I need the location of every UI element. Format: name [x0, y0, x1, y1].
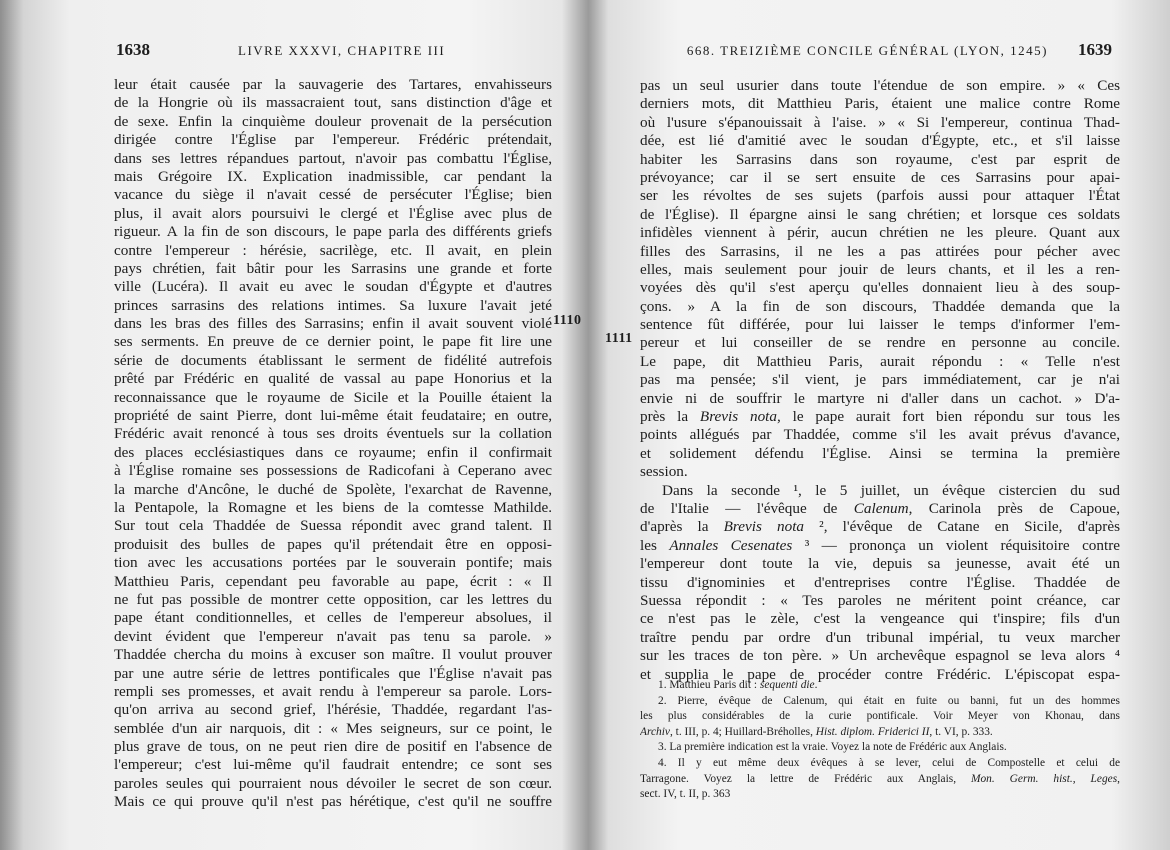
right-line: Dans la seconde ¹, le 5 juillet, un évêque cistercien du sud — [662, 481, 1120, 499]
right-line: elles, mais seulement pour jouir de leurs chants, et il les a ren- — [640, 260, 1120, 278]
left-margin-number: 1110 — [553, 313, 582, 328]
footnote-line: les plus considérables de la curie pontificale. Voir Meyer von Khonau, dans — [640, 710, 1120, 723]
right-line: et supplia le pape de procéder contre Frédéric. L'épiscopat espa- — [640, 665, 1120, 683]
right-line: Le pape, dit Matthieu Paris, aurait répondu : « Telle n'est — [640, 352, 1120, 370]
footnote-line: Tarragone. Voyez la lettre de Frédéric aux Anglais, Mon. Germ. hist., Leges, — [640, 772, 1120, 785]
right-line: ser les révoltes de ses sujets (parfois aussi pour attaquer l'État — [640, 187, 1120, 205]
left-line: plus, il avait alors poursuivi le clergé et l'Église avec plus de — [114, 204, 552, 222]
left-line: à l'Église romaine ses possessions de Radicofani à Ceperano avec — [114, 462, 552, 480]
right-line: sur les traces de ton père. » Un archevêque espagnol se leva alors ⁴ — [640, 647, 1120, 665]
left-line: l'empereur; c'est lui-même qu'il faudrait entendre; ce sont ses — [114, 756, 552, 774]
footnote-line: 1. Matthieu Paris dit : sequenti die. — [658, 679, 818, 691]
left-line: par une autre série de lettres pontificales que l'Église n'avait pas — [114, 664, 552, 682]
left-line: de sexe. Enfin la cinquième douleur provenait de la persécution — [114, 112, 552, 130]
right-line: Suessa répondit : « Tes paroles ne méritent point créance, car — [640, 591, 1120, 609]
right-margin-number: 1111 — [605, 331, 633, 346]
right-line: voyées dès qu'il s'est aperçu qu'elles donnaient lieu à des soup- — [640, 279, 1120, 297]
right-line: envie ni de souffrir le martyre ni d'aller dans un cachot. » D'a- — [640, 389, 1120, 407]
right-line: filles des Sarrasins, il ne les a pas attirées pour pécher avec — [640, 242, 1120, 260]
left-line: pays chrétien, fait bâtir pour les Sarrasins une grande et forte — [114, 259, 552, 277]
right-line: près la Brevis nota, le pape aurait fort bien répondu sur tous les — [640, 408, 1120, 426]
right-body-text — [640, 77, 1120, 684]
left-line: Matthieu Paris, cependant peu favorable au pape, écrit : « Il — [114, 572, 552, 590]
left-line: leur était causée par la sauvagerie des Tartares, envahisseurs — [114, 76, 552, 93]
right-line: d'après la Brevis nota ², l'évêque de Catane en Sicile, d'après — [640, 518, 1120, 536]
footnote-line: 3. La première indication est la vraie. Voyez la note de Frédéric aux Anglais. — [658, 741, 1007, 754]
left-line: devint évident que l'empereur n'avait pas tenu sa parole. » — [114, 627, 552, 645]
left-line: Frédéric avait renoncé à tous ses droits éventuels sur la collation — [114, 425, 552, 443]
right-line: traître pendu par ordre d'un tribunal impérial, tu veux marcher — [640, 628, 1120, 646]
left-line: ne fut pas possible de montrer cette opposition, car les lettres du — [114, 590, 552, 608]
left-line: produisit des bulles de papes qu'il prétendait être en opposi- — [114, 535, 552, 553]
right-line: où l'usure s'épanouissait à l'aise. » « Si l'empereur, continua Thad- — [640, 113, 1120, 131]
left-line: rigueur. A la fin de son discours, le pape parla des différents griefs — [114, 223, 552, 241]
right-line: ce n'est pas le zèle, c'est la vengeance qui t'inspire; fils d'un — [640, 610, 1120, 628]
right-running-head: 668. TREIZIÈME CONCILE GÉNÉRAL (LYON, 1245) — [686, 43, 1048, 58]
right-line: prévoyance; car il se sert ensuite de ces Sarrasins pour apai- — [640, 168, 1120, 186]
left-line: plus grave de tous, on ne peut rien dire de positif en l'absence de — [114, 738, 552, 756]
left-line: semblée d'un air narquois, dit : « Mes seigneurs, sur ce point, le — [114, 719, 552, 737]
left-line: contre l'empereur : hérésie, sacrilège, etc. Il avait, en plein — [114, 241, 552, 259]
right-line: tissu d'ignominies et d'entreprises contre l'Église. Thaddée de — [640, 573, 1120, 591]
left-line: qu'on arriva au second grief, l'hérésie, Thaddée, regardant l'as- — [114, 701, 552, 719]
right-line: pereur et lui conseiller de se rendre en personne au concile. — [640, 334, 1120, 352]
right-line: sentence fût différée, pour lui laisser le temps d'informer l'em- — [640, 316, 1120, 334]
left-line: vacance du siège il n'avait cessé de persécuter l'Église; bien — [114, 186, 552, 204]
left-line: princes sarrasins des relations intimes. Sa luxure l'avait jeté — [114, 296, 552, 314]
right-line: çons. » A la fin de son discours, Thaddée demanda que la — [640, 297, 1120, 315]
left-line: série de documents établissant le serment de fidélité autrefois — [114, 351, 552, 369]
right-line: l'empereur dont toute la vie, depuis sa jeunesse, avait été un — [640, 555, 1120, 573]
footnote-line: 2. Pierre, évêque de Calenum, qui était en fuite ou banni, fut un des hommes — [658, 694, 1120, 707]
right-page-header — [642, 40, 1112, 64]
right-line: infidèles viennent à périr, aucun chrétien ne les pleure. Quant aux — [640, 224, 1120, 242]
left-line: mais Grégoire IX. Explication inadmissible, car pendant la — [114, 167, 552, 185]
right-line: habiter les Sarrasins dans son royaume, c'est par esprit de — [640, 150, 1120, 168]
right-line: pas un seul usurier dans toute l'étendue de son empire. » « Ces — [640, 77, 1120, 94]
right-line: dée, est lié d'amitié avec le soudan d'Égypte, etc., et s'il laisse — [640, 132, 1120, 150]
left-line: Mais ce qui prouve qu'il n'est pas hérétique, c'est qu'il ne souffre — [114, 793, 552, 811]
left-line: dans ses lettres répandues partout, n'avoir pas combattu l'Église, — [114, 149, 552, 167]
left-page-header — [116, 40, 556, 64]
right-page — [585, 0, 1170, 850]
left-line: dirigée contre l'Église par l'empereur. Frédéric prétendait, — [114, 131, 552, 149]
left-line: Sur tout cela Thaddée de Suessa répondit avec grand talent. Il — [114, 517, 552, 535]
left-running-head: LIVRE XXXVI, CHAPITRE III — [238, 43, 446, 58]
right-line: pas ma pensée; s'il vient, je pars immédiatement, car je n'ai — [640, 371, 1120, 389]
footnotes — [640, 678, 1120, 803]
left-line: pape étant conditionnelles, et celles de l'empereur absolues, il — [114, 609, 552, 627]
left-line: des places ecclésiastiques dans ce royaume; enfin il confirmait — [114, 443, 552, 461]
footnote-line: sect. IV, t. II, p. 363 — [640, 788, 731, 801]
left-line: reconnaissance que le royaume de Sicile et la Pouille étaient la — [114, 388, 552, 406]
left-page-number: 1638 — [116, 40, 150, 59]
left-line: propriété de saint Pierre, dont lui-même était feudataire; en outre, — [114, 407, 552, 425]
right-line: derniers mots, dit Matthieu Paris, étaient une malice contre Rome — [640, 95, 1120, 113]
right-line: de l'Église). Il épargne ainsi le sang chrétien; et lorsque ces soldats — [640, 205, 1120, 223]
right-line: et solidement défendu l'Église. Ainsi se termina la première — [640, 444, 1120, 462]
left-line: Thaddée chercha du moins à excuser son maître. Il voulut prouver — [114, 646, 552, 664]
footnote-line: 4. Il y eut même deux évêques à se lever, celui de Compostelle et celui de — [658, 756, 1120, 769]
left-line: tion avec les accusations portées par le souverain pontife; mais — [114, 554, 552, 572]
left-line: ses serments. En preuve de ce dernier point, le pape fit lire une — [114, 333, 552, 351]
right-line: de l'Italie — l'évêque de Calenum, Carinola près de Capoue, — [640, 499, 1120, 517]
right-page-number: 1639 — [1078, 40, 1112, 59]
right-line: les Annales Cesenates ³ — prononça un violent réquisitoire contre — [640, 536, 1120, 554]
left-line: prêté par Frédéric en qualité de vassal au pape Honorius et la — [114, 370, 552, 388]
right-line: session. — [640, 463, 688, 481]
footnote-line: Archiv, t. III, p. 4; Huillard-Bréholles, Hist. diplom. Friderici II, t. VI, p. 333. — [640, 725, 993, 738]
left-line: rempli ses promesses, et avait rendu à l'empereur sa parole. Lors- — [114, 682, 552, 700]
left-line: ville (Lucéra). Il avait eu avec le soudan d'Égypte et d'autres — [114, 278, 552, 296]
left-line: de la Hongrie où ils massacraient tout, sans distinction d'âge et — [114, 94, 552, 112]
right-line: points allégués par Thaddée, comme s'il les avait prévus d'avance, — [640, 426, 1120, 444]
left-line: paroles seules qui pourraient nous dévoiler le secret de son cœur. — [114, 774, 552, 792]
left-line: dans les bras des filles des Sarrasins; enfin il avait souvent violé — [114, 315, 552, 333]
left-line: la marche d'Ancône, le duché de Spolète, l'exarchat de Ravenne, — [114, 480, 552, 498]
left-body-text — [114, 76, 552, 812]
left-line: la Pentapole, la Romagne et les biens de la comtesse Mathilde. — [114, 498, 552, 516]
